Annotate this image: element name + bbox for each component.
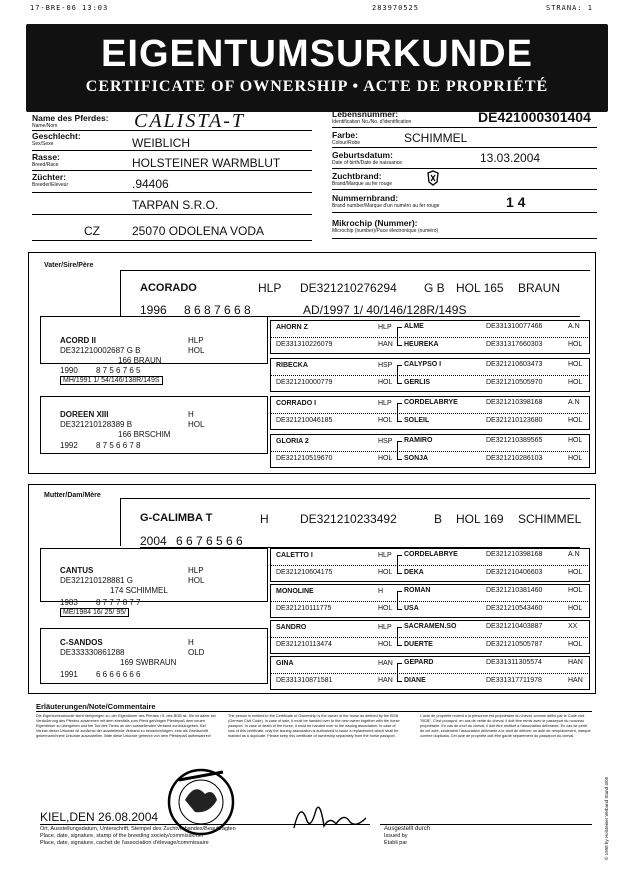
dam-gg-bracket [397,627,402,646]
rule [270,451,590,452]
label-breed: Rasse: Breed/Race [32,152,60,168]
sire-gg-code2: HAN [378,341,393,348]
rule [32,240,312,241]
dd-name: C-SANDOS [60,638,103,647]
side-copyright: © 1998 by Holsteiner Verband Stand 4/05 [604,776,609,860]
ds-year: 1983 [60,598,78,607]
label-sex: Geschlecht: Sex/Sexe [32,131,81,147]
sire-code: HLP [258,281,282,295]
issued-label-de: Ausgestellt durch [384,826,431,832]
sire-ggg-dam-id: DE321210286103 [486,455,543,462]
ss-name: ACORD II [60,336,96,345]
dam-ggg-dam-id: DE321210505787 [486,641,543,648]
holstein-brand-icon [426,170,440,191]
dam-ggg-dam-breed: HOL [568,569,583,576]
dam-ggg-dam: DEKA [404,569,424,576]
ds-id: DE321210128881 G [60,576,133,585]
dam-ggg-sire: ROMAN [404,587,431,594]
dam-ggg-sire-id: DE321210381460 [486,587,543,594]
label-colour: Farbe: Colour/Robe [332,130,361,146]
label-ueln: Lebensnummer: Identification No./No. d'identification [332,109,412,125]
dd-year: 1991 [60,670,78,679]
rule [332,238,597,239]
sire-gg-bracket [397,403,402,422]
ss-scores: 8 7 5 6 7 6 5 [96,366,141,375]
ds-performance: ME/1984 16/ 25/ 95/ [60,608,129,617]
dam-gg-code2: HAN [378,677,393,684]
ds-name: CANTUS [60,566,94,575]
ueln-value: DE421000301404 [478,109,591,125]
sire-ggg-sire-id: DE321210398168 [486,399,543,406]
sire-ggg-dam-breed: HOL [568,455,583,462]
sire-gb: G B [424,281,445,295]
sire-ggg-sire-breed: HOL [568,437,583,444]
rule [32,214,312,215]
sire-gg-code1: HLP [378,400,392,407]
ss-code: HLP [188,336,204,345]
sire-gg-code2: HOL [378,455,393,462]
sire-name: ACORADO [140,282,197,294]
sire-gg-code2: HOL [378,417,393,424]
notes-french: L'acte de propriété revient à la personne est propriétaire du cheval, comme défini par le Code civil "BGB". C'est pourquoi, en cas de vente du cheval, il doit être remis avec le passeport du nouveau propriétaire. En cas de mort du cheval, il doit être restitué à l'association délivrante. En cas de perte de cet acte, seulement l'association délivrante a le droit de délivrer un acte de remplacement, marqué comme duplicata. Cet acte de propriété doit être gardé séparément du passeport du cheval. [420,714,591,738]
dd-code: H [188,638,194,647]
sire-performance: AD/1997 1/ 40/146/128R/149S [303,303,467,317]
ss-line3: 166 BRAUN [118,356,162,365]
dam-ggg-sire-id: DE321210403887 [486,623,543,630]
sd-scores: 8 7 5 6 6 7 8 [96,441,141,450]
rule [270,673,590,674]
rule [380,824,592,825]
ds-code: HLP [188,566,204,575]
sire-ggg-dam-id: DE331317660303 [486,341,543,348]
rule [270,337,590,338]
rule [270,413,590,414]
sire-gg-name: RIBECKA [276,362,308,369]
label-name: Name des Pferdes: Name/Nom [32,113,109,129]
dam-ggg-sire-breed: HOL [568,587,583,594]
dam-ggg-sire: SACRAMEN.SO [404,623,457,630]
dam-ggg-dam: DUERTE [404,641,433,648]
rule [270,565,590,566]
sire-gg-code2: HOL [378,379,393,386]
rule [270,637,590,638]
dam-gg-name: CALETTO I [276,552,313,559]
sire-ggg-dam-id: DE321210123680 [486,417,543,424]
rule [32,170,312,171]
place-label-de: Ort, Ausstellungsdatum, Unterschrift, Stempel des Zuchtverbandes/Beauftragten [40,826,236,832]
sire-ggg-dam-breed: HOL [568,341,583,348]
ss-year: 1990 [60,366,78,375]
sire-color: BRAUN [518,281,561,295]
dam-gg-code1: H [378,588,384,595]
colour-value: SCHIMMEL [404,131,468,145]
sire-label: Vater/Sire/Père [44,262,94,269]
dam-gg-bracket [397,591,402,610]
rule [332,168,597,169]
sire-gg-id: DE321210000779 [276,379,333,386]
ss-id: DE321210002687 G B [60,346,141,355]
dam-ggg-sire-id: DE331311305574 [486,659,542,666]
sire-ggg-sire-id: DE321210603473 [486,361,543,368]
sire-ggg-sire-breed: HOL [568,361,583,368]
dd-id: DE333330861288 [60,648,125,657]
sire-gg-id: DE321210519670 [276,455,333,462]
breeder-address: 25070 ODOLENA VODA [132,224,265,238]
rule [270,375,590,376]
rule [332,189,597,190]
title-banner [26,24,608,112]
dam-gg-code2: HOL [378,569,393,576]
sire-ggg-dam-breed: HOL [568,417,583,424]
sire-scores: 8 6 8 7 6 6 8 [184,303,251,317]
place-label-fr: Place, date, signature, cachet de l'association d'élevage/commissaire [40,840,209,846]
dam-gg-id: DE321210111775 [276,605,332,612]
dam-gg-name: GINA [276,660,294,667]
sire-ggg-sire-id: DE321210389565 [486,437,543,444]
issued-label-en: Issued by [384,833,408,839]
sire-gg-name: GLORIA 2 [276,438,309,445]
sd-hol: HOL [188,420,205,429]
dam-ggg-dam-breed: HAN [568,677,583,684]
fax-timestamp: 17-BRE-06 13:03 [30,4,109,12]
dam-ggg-dam-breed: HOL [568,605,583,612]
ds-scores: 8 7 7 7 8 7 7 [96,598,141,607]
dam-ggg-dam: USA [404,605,419,612]
dam-gg-id: DE321210113474 [276,641,332,648]
dob-value: 13.03.2004 [480,151,541,165]
dd-hol: OLD [188,648,205,657]
dam-scores: 6 6 7 6 5 6 6 [176,534,243,548]
breeder-name: TARPAN S.R.O. [132,198,219,212]
ss-performance: MH/1991 1/ 54/146/138R/149S [60,376,163,385]
rule [270,601,590,602]
ds-line3: 174 SCHIMMEL [110,586,168,595]
place-date: KIEL,DEN 26.08.2004 [40,810,159,824]
dam-gg-id: DE321210604175 [276,569,333,576]
ds-hol: HOL [188,576,205,585]
sd-name: DOREEN XIII [60,410,109,419]
label-microchip: Mikrochip (Nummer): Microchip (number)/Puce électronique (numéro) [332,218,439,234]
sire-ggg-dam: HEUREKA [404,341,439,348]
brand-number-value: 1 4 [506,194,526,210]
dam-gb: B [434,512,443,526]
page-title: EIGENTUMSURKUNDE [101,33,533,75]
label-breeder: Züchter: Breeder/Eleveur [32,172,69,188]
sire-ggg-sire-breed: A.N [568,323,580,330]
rule [332,147,597,148]
sd-year: 1992 [60,441,78,450]
dam-ggg-dam-id: DE321210543460 [486,605,543,612]
ss-hol: HOL [188,346,205,355]
dam-ggg-sire-breed: A.N [568,551,580,558]
place-label-en: Place, date, signature, stamp of the breeding society/commissioner [40,833,204,839]
rule [332,127,597,128]
label-dob: Geburtsdatum: Date of birth/Date de naissance [332,150,403,166]
sire-ggg-dam: SOLEIL [404,417,430,424]
dam-label: Mutter/Dam/Mère [44,492,101,499]
dam-ggg-sire-breed: HAN [568,659,583,666]
sire-gg-id: DE321210046185 [276,417,333,424]
breeder-country: CZ [84,224,100,238]
dam-gg-code2: HOL [378,605,393,612]
sd-code: H [188,410,194,419]
rule [40,824,370,825]
dam-ggg-dam-id: DE331317711978 [486,677,542,684]
dam-id: DE321210233492 [300,512,397,526]
dam-hol: HOL 169 [456,512,504,526]
dam-ggg-sire: CORDELABRYE [404,551,458,558]
breed-value: HOLSTEINER WARMBLUT [132,156,281,170]
dam-ggg-sire-id: DE321210398168 [486,551,543,558]
dam-name: G-CALIMBA T [140,512,213,524]
sire-ggg-sire-id: DE331310077466 [486,323,543,330]
dam-gg-name: SANDRO [276,624,307,631]
sire-year: 1996 [140,303,167,317]
sire-gg-bracket [397,365,402,384]
dam-ggg-sire-breed: XX [568,623,578,630]
sire-gg-code1: HLP [378,324,392,331]
rule [332,212,597,213]
sire-ggg-sire: CORDELABRYE [404,399,458,406]
rule [32,192,312,193]
sire-id: DE321210276294 [300,281,397,295]
dam-gg-code1: HLP [378,552,392,559]
dam-ggg-sire: GEPARD [404,659,434,666]
sire-ggg-dam-id: DE321210505970 [486,379,543,386]
dam-gg-id: DE331310871581 [276,677,333,684]
sire-ggg-dam: GERLIS [404,379,431,386]
sire-ggg-sire: CALYPSO I [404,361,442,368]
sire-ggg-dam: SONJA [404,455,429,462]
sire-gg-code1: HSP [378,438,393,445]
horse-name: CALISTA-T [134,110,245,132]
dam-gg-bracket [397,663,402,682]
sd-id: DE321210128389 B [60,420,133,429]
breeder-id: .94406 [132,177,169,191]
sire-ggg-dam-breed: HOL [568,379,583,386]
dam-gg-bracket [397,555,402,574]
notes-english: The person is entitled to the Certificate of Ownership is the owner of the horse as defined by the BGB (German Civil Code). In case of sale, it must be handed over to the new owner together with the horse passport. In case of death of the horse, it must be handed over to the issuing association. In case of loss of this certificate, only the issuing association is authorized to issue a replacement which shall be marked as a duplicate. Please keep this certificate of ownership separately from the horse passport. [228,714,400,738]
rule [36,711,592,712]
dam-gg-name: MONOLINE [276,588,314,595]
sire-gg-id: DE331310226079 [276,341,333,348]
dd-scores: 6 6 6 6 6 6 6 [96,670,141,679]
sire-hol: HOL 165 [456,281,504,295]
sire-gg-bracket [397,441,402,460]
label-brand-number: Nummernbrand: Brand number/Marque d'un numéro au fer rouge [332,193,440,209]
dam-ggg-dam: DIANE [404,677,426,684]
sire-ggg-sire: RAMIRO [404,437,433,444]
dam-gg-code1: HAN [378,660,393,667]
dam-gg-code1: HLP [378,624,392,631]
sire-gg-code1: HSP [378,362,393,369]
notes-german: Die Eigentumsurkunde steht demjenigen zu, der Eigentümer des Pferdes i.S. des BGB ist. Sie ist daher bei Veräußerung des Pferdes zusammen mit dem ebenfalls zum Pferd gehörigen Pferdepaß dem neuen Eigentümer zu übergeben und bei Tod des Tieres an den ausstellenden Verband zurückzugeben. Bei Verlust dieser Urkunde ist zunächst der ausstellende Verband zu benachrichtigen, eine als Zweitschrift gekennzeichnete Urkunde auszustellen. Bitte diese Urkunde getrennt von dem Pferdepaß aufbewahren! [36,714,216,738]
sire-gg-bracket [397,327,402,346]
sex-value: WEIBLICH [132,136,191,150]
dam-gg-code2: HOL [378,641,393,648]
dd-line3: 169 SWBRAUN [120,658,177,667]
signature-icon [290,798,370,843]
dam-color: SCHIMMEL [518,512,582,526]
notes-title: Erläuterungen/Note/Commentaire [36,702,156,711]
page-subtitle: CERTIFICATE OF OWNERSHIP • ACTE DE PROPRIÉTÉ [85,78,549,95]
rule [32,150,312,151]
dam-year: 2004 [140,534,167,548]
fax-page: STRANA: 1 [546,4,593,12]
dam-ggg-dam-breed: HOL [568,641,583,648]
sire-ggg-sire-breed: A.N [568,399,580,406]
dam-ggg-dam-id: DE321210406603 [486,569,543,576]
sire-gg-name: AHORN Z [276,324,308,331]
sire-ggg-sire: ALME [404,323,424,330]
fax-number: 283970525 [372,4,419,12]
sd-line3: 166 BRSCHIM [118,430,171,439]
label-brand: Zuchtbrand: Brand/Marque au fer rouge [332,171,393,187]
dam-code: H [260,512,269,526]
sire-gg-name: CORRADO I [276,400,317,407]
issued-label-fr: Établi par [384,840,408,846]
